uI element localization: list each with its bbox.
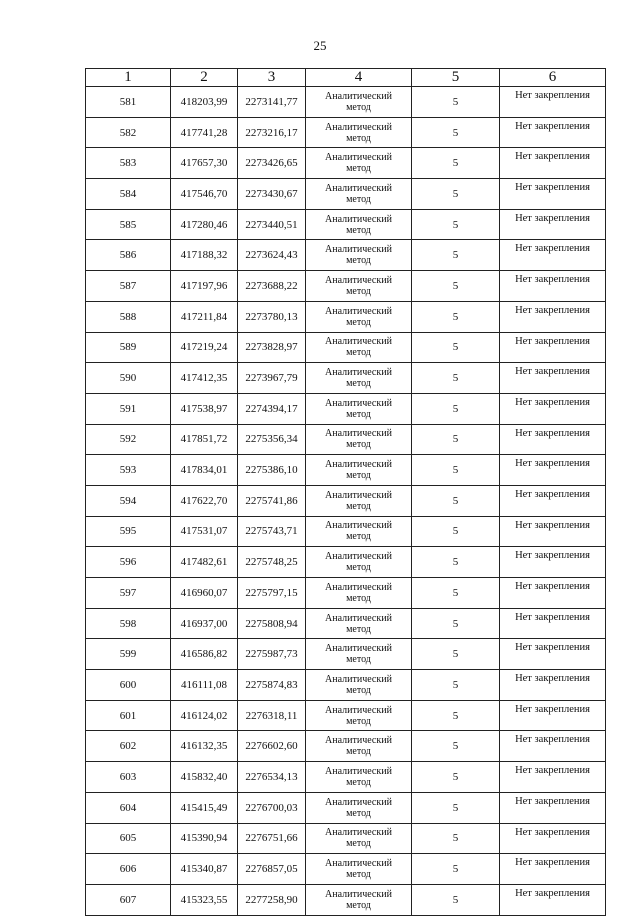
- method-cell: [306, 271, 412, 302]
- x-coordinate-cell: 415390,94: [171, 823, 238, 854]
- method-line-2: метод: [346, 592, 371, 604]
- point-number-cell: 592: [86, 424, 171, 455]
- point-number-cell: 607: [86, 884, 171, 915]
- table-row: [86, 639, 606, 670]
- method-cell: [306, 332, 412, 363]
- method-line-1: Аналитический: [325, 152, 392, 164]
- method-line-1: Аналитический: [325, 888, 392, 900]
- table-row: [86, 240, 606, 271]
- fixation-cell: Нет закрепления: [500, 179, 606, 210]
- method-cell: [306, 823, 412, 854]
- accuracy-cell: 5: [412, 271, 500, 302]
- x-coordinate-cell: 417538,97: [171, 393, 238, 424]
- method-line-2: метод: [346, 163, 371, 175]
- method-line-1: Аналитический: [325, 643, 392, 655]
- table-row: [86, 578, 606, 609]
- method-line-1: Аналитический: [325, 428, 392, 440]
- table-row: [86, 823, 606, 854]
- method-line-1: Аналитический: [325, 90, 392, 102]
- fixation-cell: Нет закрепления: [500, 117, 606, 148]
- method-cell: [306, 209, 412, 240]
- method-line-2: метод: [346, 899, 371, 911]
- table-row: [86, 485, 606, 516]
- x-coordinate-cell: 417834,01: [171, 455, 238, 486]
- method-line-1: Аналитический: [325, 459, 392, 471]
- point-number-cell: 593: [86, 455, 171, 486]
- y-coordinate-cell: 2276602,60: [238, 731, 306, 762]
- method-cell: [306, 854, 412, 885]
- fixation-cell: Нет закрепления: [500, 639, 606, 670]
- method-line-1: Аналитический: [325, 581, 392, 593]
- method-cell: [306, 731, 412, 762]
- x-coordinate-cell: 417280,46: [171, 209, 238, 240]
- fixation-cell: Нет закрепления: [500, 393, 606, 424]
- method-line-2: метод: [346, 224, 371, 236]
- accuracy-cell: 5: [412, 792, 500, 823]
- fixation-cell: Нет закрепления: [500, 209, 606, 240]
- method-cell: [306, 301, 412, 332]
- fixation-cell: Нет закрепления: [500, 516, 606, 547]
- table-row: [86, 792, 606, 823]
- fixation-cell: Нет закрепления: [500, 823, 606, 854]
- fixation-cell: Нет закрепления: [500, 792, 606, 823]
- fixation-cell: Нет закрепления: [500, 87, 606, 118]
- method-line-2: метод: [346, 285, 371, 297]
- fixation-cell: Нет закрепления: [500, 455, 606, 486]
- y-coordinate-cell: 2273430,67: [238, 179, 306, 210]
- accuracy-cell: 5: [412, 87, 500, 118]
- x-coordinate-cell: 416586,82: [171, 639, 238, 670]
- fixation-cell: Нет закрепления: [500, 731, 606, 762]
- accuracy-cell: 5: [412, 455, 500, 486]
- table-row: [86, 301, 606, 332]
- method-line-2: метод: [346, 623, 371, 635]
- x-coordinate-cell: 417622,70: [171, 485, 238, 516]
- method-line-1: Аналитический: [325, 735, 392, 747]
- table-row: [86, 884, 606, 915]
- point-number-cell: 585: [86, 209, 171, 240]
- x-coordinate-cell: 417531,07: [171, 516, 238, 547]
- y-coordinate-cell: 2276857,05: [238, 854, 306, 885]
- x-coordinate-cell: 416960,07: [171, 578, 238, 609]
- table-row: [86, 608, 606, 639]
- method-cell: [306, 762, 412, 793]
- table-row: [86, 700, 606, 731]
- accuracy-cell: 5: [412, 301, 500, 332]
- accuracy-cell: 5: [412, 485, 500, 516]
- fixation-cell: Нет закрепления: [500, 148, 606, 179]
- accuracy-cell: 5: [412, 700, 500, 731]
- method-line-1: Аналитический: [325, 827, 392, 839]
- method-line-2: метод: [346, 500, 371, 512]
- table-row: [86, 363, 606, 394]
- y-coordinate-cell: 2277258,90: [238, 884, 306, 915]
- point-number-cell: 596: [86, 547, 171, 578]
- method-cell: [306, 424, 412, 455]
- point-number-cell: 602: [86, 731, 171, 762]
- method-line-2: метод: [346, 193, 371, 205]
- accuracy-cell: 5: [412, 670, 500, 701]
- method-line-1: Аналитический: [325, 489, 392, 501]
- y-coordinate-cell: 2273967,79: [238, 363, 306, 394]
- method-line-2: метод: [346, 378, 371, 390]
- accuracy-cell: 5: [412, 332, 500, 363]
- method-line-2: метод: [346, 531, 371, 543]
- y-coordinate-cell: 2273440,51: [238, 209, 306, 240]
- method-line-1: Аналитический: [325, 673, 392, 685]
- x-coordinate-cell: 417546,70: [171, 179, 238, 210]
- accuracy-cell: 5: [412, 363, 500, 394]
- method-cell: [306, 363, 412, 394]
- x-coordinate-cell: 415340,87: [171, 854, 238, 885]
- accuracy-cell: 5: [412, 884, 500, 915]
- y-coordinate-cell: 2275748,25: [238, 547, 306, 578]
- fixation-cell: Нет закрепления: [500, 547, 606, 578]
- table-row: [86, 424, 606, 455]
- fixation-cell: Нет закрепления: [500, 762, 606, 793]
- method-line-1: Аналитический: [325, 182, 392, 194]
- y-coordinate-cell: 2276700,03: [238, 792, 306, 823]
- method-line-1: Аналитический: [325, 551, 392, 563]
- accuracy-cell: 5: [412, 240, 500, 271]
- x-coordinate-cell: 415415,49: [171, 792, 238, 823]
- y-coordinate-cell: 2275874,83: [238, 670, 306, 701]
- accuracy-cell: 5: [412, 639, 500, 670]
- fixation-cell: Нет закрепления: [500, 240, 606, 271]
- point-number-cell: 600: [86, 670, 171, 701]
- point-number-cell: 604: [86, 792, 171, 823]
- y-coordinate-cell: 2273780,13: [238, 301, 306, 332]
- method-line-2: метод: [346, 132, 371, 144]
- y-coordinate-cell: 2273141,77: [238, 87, 306, 118]
- method-cell: [306, 547, 412, 578]
- method-line-1: Аналитический: [325, 612, 392, 624]
- method-line-1: Аналитический: [325, 796, 392, 808]
- method-cell: [306, 87, 412, 118]
- method-cell: [306, 455, 412, 486]
- header-cell: 4: [306, 69, 412, 87]
- point-number-cell: 591: [86, 393, 171, 424]
- point-number-cell: 584: [86, 179, 171, 210]
- accuracy-cell: 5: [412, 823, 500, 854]
- y-coordinate-cell: 2275741,86: [238, 485, 306, 516]
- fixation-cell: Нет закрепления: [500, 608, 606, 639]
- header-cell: 3: [238, 69, 306, 87]
- point-number-cell: 601: [86, 700, 171, 731]
- point-number-cell: 587: [86, 271, 171, 302]
- point-number-cell: 582: [86, 117, 171, 148]
- accuracy-cell: 5: [412, 731, 500, 762]
- accuracy-cell: 5: [412, 148, 500, 179]
- method-line-2: метод: [346, 255, 371, 267]
- point-number-cell: 581: [86, 87, 171, 118]
- table-row: [86, 393, 606, 424]
- accuracy-cell: 5: [412, 762, 500, 793]
- table-row: [86, 455, 606, 486]
- method-cell: [306, 393, 412, 424]
- method-line-2: метод: [346, 562, 371, 574]
- accuracy-cell: 5: [412, 424, 500, 455]
- method-cell: [306, 700, 412, 731]
- fixation-cell: Нет закрепления: [500, 332, 606, 363]
- method-line-1: Аналитический: [325, 704, 392, 716]
- method-cell: [306, 117, 412, 148]
- point-number-cell: 595: [86, 516, 171, 547]
- y-coordinate-cell: 2275808,94: [238, 608, 306, 639]
- point-number-cell: 588: [86, 301, 171, 332]
- y-coordinate-cell: 2275743,71: [238, 516, 306, 547]
- table-row: [86, 271, 606, 302]
- x-coordinate-cell: 418203,99: [171, 87, 238, 118]
- table-row: [86, 670, 606, 701]
- y-coordinate-cell: 2273828,97: [238, 332, 306, 363]
- header-cell: 2: [171, 69, 238, 87]
- method-line-1: Аналитический: [325, 397, 392, 409]
- method-line-2: метод: [346, 347, 371, 359]
- method-line-1: Аналитический: [325, 765, 392, 777]
- accuracy-cell: 5: [412, 608, 500, 639]
- method-line-1: Аналитический: [325, 213, 392, 225]
- y-coordinate-cell: 2274394,17: [238, 393, 306, 424]
- method-line-1: Аналитический: [325, 274, 392, 286]
- fixation-cell: Нет закрепления: [500, 424, 606, 455]
- table-row: [86, 148, 606, 179]
- y-coordinate-cell: 2276318,11: [238, 700, 306, 731]
- table-row: [86, 87, 606, 118]
- method-line-2: метод: [346, 439, 371, 451]
- method-line-1: Аналитический: [325, 305, 392, 317]
- fixation-cell: Нет закрепления: [500, 700, 606, 731]
- method-cell: [306, 670, 412, 701]
- x-coordinate-cell: 417188,32: [171, 240, 238, 271]
- x-coordinate-cell: 417851,72: [171, 424, 238, 455]
- accuracy-cell: 5: [412, 393, 500, 424]
- accuracy-cell: 5: [412, 117, 500, 148]
- table-row: [86, 854, 606, 885]
- x-coordinate-cell: 416937,00: [171, 608, 238, 639]
- point-number-cell: 589: [86, 332, 171, 363]
- method-line-1: Аналитический: [325, 121, 392, 133]
- table-row: [86, 117, 606, 148]
- header-cell: 1: [86, 69, 171, 87]
- method-line-1: Аналитический: [325, 367, 392, 379]
- point-number-cell: 603: [86, 762, 171, 793]
- method-cell: [306, 639, 412, 670]
- accuracy-cell: 5: [412, 854, 500, 885]
- fixation-cell: Нет закрепления: [500, 670, 606, 701]
- method-cell: [306, 884, 412, 915]
- table-row: [86, 762, 606, 793]
- y-coordinate-cell: 2275987,73: [238, 639, 306, 670]
- table-row: [86, 516, 606, 547]
- table-row: [86, 209, 606, 240]
- table-row: [86, 179, 606, 210]
- y-coordinate-cell: 2275386,10: [238, 455, 306, 486]
- x-coordinate-cell: 416111,08: [171, 670, 238, 701]
- fixation-cell: Нет закрепления: [500, 271, 606, 302]
- fixation-cell: Нет закрепления: [500, 485, 606, 516]
- x-coordinate-cell: 417741,28: [171, 117, 238, 148]
- method-cell: [306, 240, 412, 271]
- point-number-cell: 606: [86, 854, 171, 885]
- method-cell: [306, 792, 412, 823]
- table-header-row: [86, 69, 606, 87]
- y-coordinate-cell: 2275797,15: [238, 578, 306, 609]
- x-coordinate-cell: 416124,02: [171, 700, 238, 731]
- method-cell: [306, 148, 412, 179]
- method-line-2: метод: [346, 746, 371, 758]
- table-row: [86, 547, 606, 578]
- method-line-2: метод: [346, 838, 371, 850]
- x-coordinate-cell: 417482,61: [171, 547, 238, 578]
- method-cell: [306, 485, 412, 516]
- coordinates-table: [85, 68, 606, 916]
- y-coordinate-cell: 2276534,13: [238, 762, 306, 793]
- method-line-2: метод: [346, 470, 371, 482]
- method-line-2: метод: [346, 776, 371, 788]
- y-coordinate-cell: 2273216,17: [238, 117, 306, 148]
- fixation-cell: Нет закрепления: [500, 363, 606, 394]
- method-line-2: метод: [346, 869, 371, 881]
- method-line-1: Аналитический: [325, 858, 392, 870]
- accuracy-cell: 5: [412, 578, 500, 609]
- method-line-2: метод: [346, 101, 371, 113]
- method-line-2: метод: [346, 654, 371, 666]
- y-coordinate-cell: 2273426,65: [238, 148, 306, 179]
- method-line-1: Аналитический: [325, 520, 392, 532]
- method-line-2: метод: [346, 316, 371, 328]
- method-line-2: метод: [346, 715, 371, 727]
- point-number-cell: 594: [86, 485, 171, 516]
- point-number-cell: 599: [86, 639, 171, 670]
- x-coordinate-cell: 417219,24: [171, 332, 238, 363]
- point-number-cell: 590: [86, 363, 171, 394]
- y-coordinate-cell: 2273624,43: [238, 240, 306, 271]
- accuracy-cell: 5: [412, 516, 500, 547]
- accuracy-cell: 5: [412, 547, 500, 578]
- method-line-2: метод: [346, 807, 371, 819]
- x-coordinate-cell: 417197,96: [171, 271, 238, 302]
- point-number-cell: 597: [86, 578, 171, 609]
- table-row: [86, 731, 606, 762]
- point-number-cell: 586: [86, 240, 171, 271]
- y-coordinate-cell: 2276751,66: [238, 823, 306, 854]
- point-number-cell: 583: [86, 148, 171, 179]
- method-cell: [306, 179, 412, 210]
- method-cell: [306, 578, 412, 609]
- fixation-cell: Нет закрепления: [500, 854, 606, 885]
- x-coordinate-cell: 417657,30: [171, 148, 238, 179]
- method-line-1: Аналитический: [325, 244, 392, 256]
- fixation-cell: Нет закрепления: [500, 301, 606, 332]
- table-row: [86, 332, 606, 363]
- header-cell: 5: [412, 69, 500, 87]
- method-cell: [306, 608, 412, 639]
- method-line-2: метод: [346, 408, 371, 420]
- accuracy-cell: 5: [412, 209, 500, 240]
- point-number-cell: 605: [86, 823, 171, 854]
- x-coordinate-cell: 415323,55: [171, 884, 238, 915]
- method-line-2: метод: [346, 684, 371, 696]
- x-coordinate-cell: 417211,84: [171, 301, 238, 332]
- point-number-cell: 598: [86, 608, 171, 639]
- method-cell: [306, 516, 412, 547]
- method-line-1: Аналитический: [325, 336, 392, 348]
- x-coordinate-cell: 417412,35: [171, 363, 238, 394]
- table-body: [86, 87, 606, 916]
- header-cell: 6: [500, 69, 606, 87]
- y-coordinate-cell: 2275356,34: [238, 424, 306, 455]
- fixation-cell: Нет закрепления: [500, 578, 606, 609]
- page-number: 25: [313, 38, 327, 53]
- fixation-cell: Нет закрепления: [500, 884, 606, 915]
- x-coordinate-cell: 416132,35: [171, 731, 238, 762]
- accuracy-cell: 5: [412, 179, 500, 210]
- y-coordinate-cell: 2273688,22: [238, 271, 306, 302]
- x-coordinate-cell: 415832,40: [171, 762, 238, 793]
